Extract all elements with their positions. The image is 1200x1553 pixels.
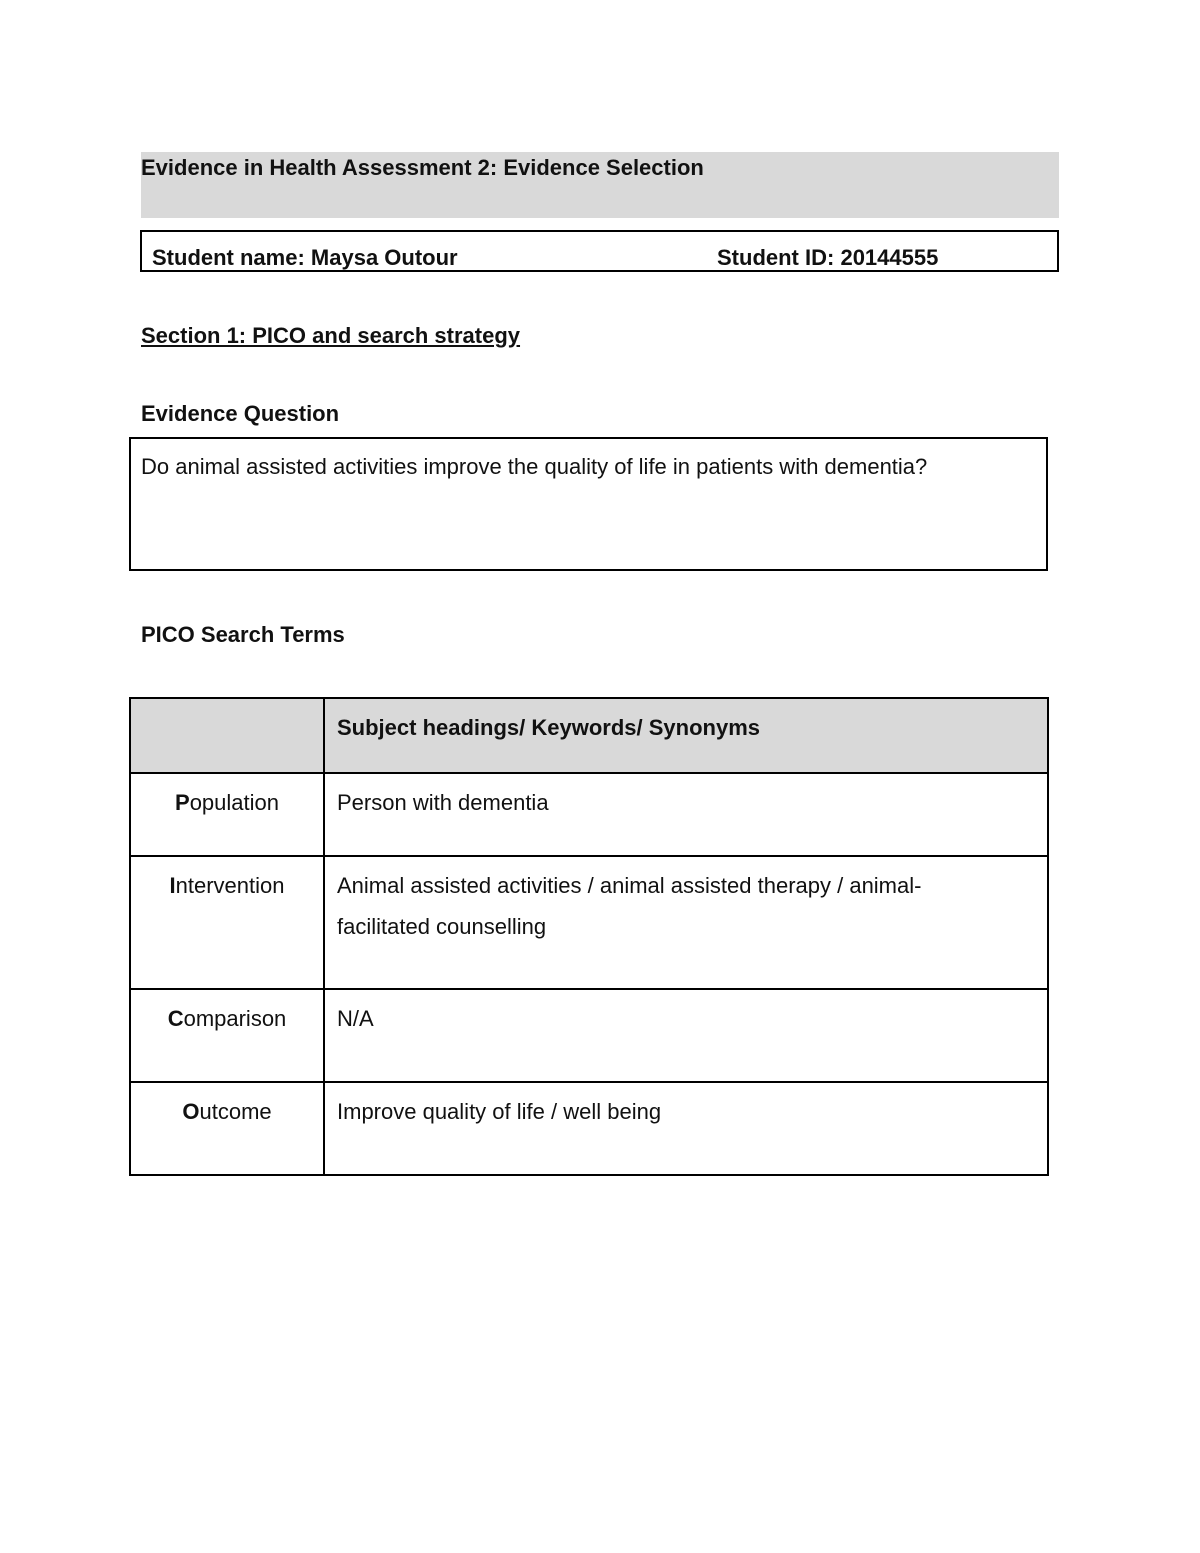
evidence-question-heading: Evidence Question — [141, 401, 340, 426]
pico-value-population: Person with dementia — [324, 773, 1048, 856]
pico-label-rest: ntervention — [175, 873, 285, 898]
student-id-label: Student ID — [717, 245, 827, 270]
pico-value-intervention: Animal assisted activities / animal assisted therapy / animal-facilitated counselling — [324, 856, 1048, 989]
pico-label-initial: C — [167, 1006, 184, 1031]
student-name-value: Maysa Outour — [310, 245, 458, 270]
pico-label-intervention — [130, 856, 324, 989]
pico-value-outcome: Improve quality of life / well being — [324, 1082, 1048, 1175]
student-id: Student ID: 20144555 — [717, 245, 939, 270]
pico-row-outcome — [130, 1082, 1048, 1175]
document-title: Evidence in Health Assessment 2: Evidence Selection — [141, 155, 704, 180]
pico-table — [129, 697, 1049, 1176]
student-name-label: Student name — [152, 245, 298, 270]
section-heading: Section 1: PICO and search strategy — [141, 323, 521, 348]
pico-row-comparison — [130, 989, 1048, 1082]
pico-header-row — [130, 698, 1048, 773]
pico-label-rest: opulation — [189, 790, 279, 815]
pico-column-header: Subject headings/ Keywords/ Synonyms — [324, 698, 1048, 773]
pico-label-initial: O — [182, 1099, 200, 1124]
student-name: Student name: Maysa Outour — [152, 245, 458, 270]
pico-label-initial: P — [175, 790, 190, 815]
evidence-question-box — [129, 437, 1048, 571]
pico-row-intervention — [130, 856, 1048, 989]
pico-label-rest: utcome — [199, 1099, 272, 1124]
student-id-value: 20144555 — [840, 245, 939, 270]
title-band — [141, 152, 1059, 218]
evidence-question-text: Do animal assisted activities improve the quality of life in patients with dementia? — [141, 454, 928, 479]
pico-value-comparison: N/A — [324, 989, 1048, 1082]
pico-label-rest: omparison — [183, 1006, 287, 1031]
pico-label-outcome — [130, 1082, 324, 1175]
pico-heading: PICO Search Terms — [141, 622, 345, 647]
pico-header-empty-cell — [130, 698, 324, 773]
pico-label-comparison — [130, 989, 324, 1082]
student-info-box — [140, 230, 1059, 272]
pico-label-population — [130, 773, 324, 856]
pico-label-initial: I — [169, 873, 176, 898]
pico-row-population — [130, 773, 1048, 856]
